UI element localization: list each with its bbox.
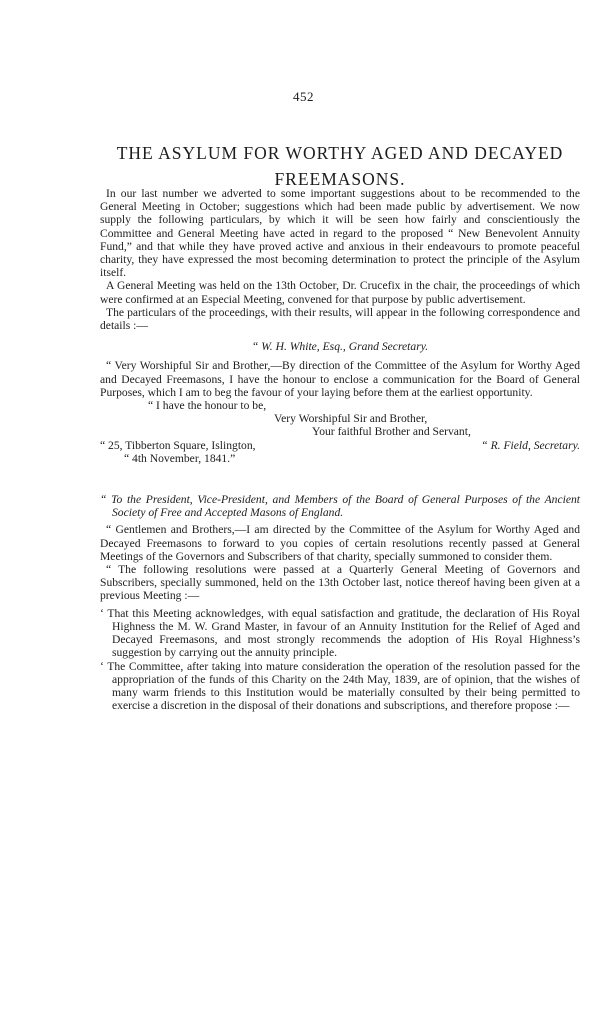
- letter-address-white: “ W. H. White, Esq., Grand Secretary.: [251, 340, 429, 354]
- title-line-1: THE ASYLUM FOR WORTHY AGED AND DECAYED: [116, 143, 564, 163]
- article-title: [110, 140, 570, 192]
- letter-date: “ 4th November, 1841.”: [124, 451, 236, 465]
- letter-body-field: “ Very Worshipful Sir and Brother,—By direction of the Committee of the Asylum for Worthy Aged and Decayed Freemasons, I have the honour to enclose a communication for the Board of General Purposes, which I am to beg the favour of your laying before them at the earliest opportunity.: [100, 359, 580, 399]
- section-gap: [100, 465, 580, 493]
- letter-closing-3: Your faithful Brother and Servant,: [312, 425, 471, 439]
- letter-closing-2: Very Worshipful Sir and Brother,: [274, 412, 428, 426]
- letter-address-board: “ To the President, Vice-President, and Members of the Board of General Purposes of the Ancient Society of Free and Accepted Masons of England.: [100, 493, 580, 520]
- resolution-1: ‘ That this Meeting acknowledges, with equal satisfaction and gratitude, the declaration of His Royal Highness the M. W. Grand Master, in favour of an Annuity Institution for the Relief of Aged and Decayed Freemasons, and most strongly recommends the adoption of His Royal Highness’s suggestion by carrying out the annuity principle.: [100, 606, 580, 660]
- sender-signature: “ R. Field, Secretary.: [481, 438, 580, 452]
- paragraph-intro: In our last number we adverted to some important suggestions about to be recommended to the General Meeting in October; suggestions which had been made public by advertisement. We now supply the following particulars, by which it will be seen how fairly and conscientiously the Committee and General Meeting have acted in regard to the proposed “ New Benevolent Annuity Fund,” and that while they have proved active and anxious in their endeavours to promote peaceful charity, they have expressed the most becoming determination to protect the principle of the Asylum itself.: [100, 187, 580, 280]
- article-body: [100, 187, 580, 712]
- letter-body-board: “ Gentlemen and Brothers,—I am directed by the Committee of the Asylum for Worthy Aged and Decayed Freemasons to forward to you copies of certain resolutions recently passed at General Meetings of the Governors and Subscribers of that charity, specially summoned to consider them.: [100, 523, 580, 563]
- signature-line: [100, 439, 580, 452]
- page-number: 452: [293, 89, 314, 104]
- resolution-2: ‘ The Committee, after taking into mature consideration the operation of the resolution passed for the appropriation of the funds of this Charity on the 24th May, 1839, are of opinion, that the wishes of many warm friends to this Institution would be materially consulted by their being permitted to exercise a discretion in the disposal of their donations and subscriptions, and therefore propose :—: [100, 659, 580, 713]
- letter-closing-1: “ I have the honour to be,: [148, 399, 267, 413]
- letter-resolutions-intro: “ The following resolutions were passed at a Quarterly General Meeting of Governors and Subscribers, specially summoned, held on the 13th October last, notice thereof having been given at a previous Meeting :—: [100, 563, 580, 603]
- title-line-2: FREEMASONS.: [274, 169, 406, 189]
- paragraph-particulars: The particulars of the proceedings, with their results, will appear in the following correspondence and details :—: [100, 305, 580, 333]
- sender-address: “ 25, Tibberton Square, Islington,: [100, 438, 256, 452]
- paragraph-meeting: A General Meeting was held on the 13th October, Dr. Crucefix in the chair, the proceedings of which were confirmed at an Especial Meeting, convened for that purpose by public advertisement.: [100, 279, 580, 306]
